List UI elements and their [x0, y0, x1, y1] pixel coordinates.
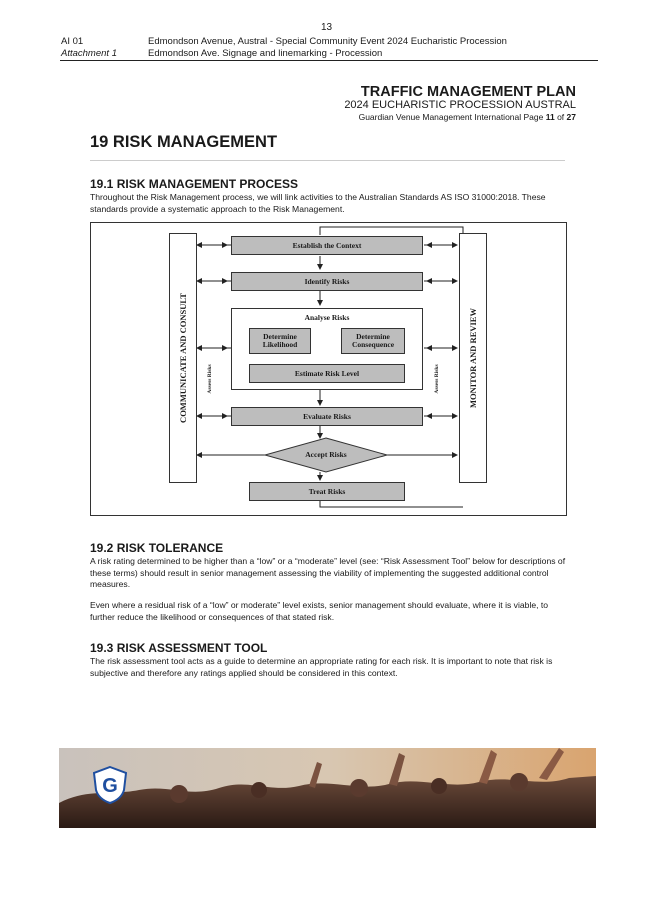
assess-risks-right: Assess Risks [434, 364, 440, 394]
section-heading: 19 RISK MANAGEMENT [90, 133, 278, 151]
attachment-label: Attachment 1 [61, 48, 117, 59]
crowd-photo [59, 748, 596, 828]
page-prefix: Guardian Venue Management International Page [358, 112, 546, 122]
monitor-review-label: MONITOR AND REVIEW [468, 308, 478, 408]
monitor-review-bar [459, 233, 487, 483]
determine-consequence-box: Determine Consequence [341, 328, 405, 354]
footer-banner-image [59, 748, 596, 828]
identify-risks-box: Identify Risks [231, 272, 423, 291]
logo-letter: G [102, 775, 118, 797]
subsection-19-2-text-1: A risk rating determined to be higher than a “low” or a “moderate” level (see: “Risk Assessment Tool” below for descriptions of these terms) should result in senior management assessing the viability of implementing the suggested additional control measures. [90, 556, 566, 589]
communicate-consult-label: COMMUNICATE AND CONSULT [178, 293, 188, 423]
item-code: AI 01 [61, 36, 84, 47]
subsection-19-3-text: The risk assessment tool acts as a guide to determine an appropriate rating for each risk. It is important to note that risk is subjective and therefore any ratings applied should be considered in this context. [90, 656, 553, 678]
subsection-19-2-text-2: Even where a residual risk of a “low” or moderate” level exists, senior management should evaluate, where it is viable, to further reduce the likelihood or consequences of that stated risk. [90, 600, 549, 622]
subsection-19-1-heading: 19.1 RISK MANAGEMENT PROCESS [90, 177, 299, 191]
page-total: 27 [566, 112, 576, 122]
page-current: 11 [545, 112, 555, 122]
evaluate-risks-box: Evaluate Risks [231, 407, 423, 426]
header-line-2: Edmondson Ave. Signage and linemarking - Procession [148, 48, 383, 59]
assess-risks-left: Assess Risks [207, 364, 213, 394]
subsection-19-2-heading: 19.2 RISK TOLERANCE [90, 541, 224, 555]
page-of: of [554, 112, 567, 122]
guardian-logo [93, 766, 127, 804]
plan-title: TRAFFIC MANAGEMENT PLAN [360, 84, 576, 100]
subsection-19-3-heading: 19.3 RISK ASSESSMENT TOOL [90, 641, 268, 655]
plan-subtitle: 2024 EUCHARISTIC PROCESSION AUSTRAL [344, 99, 576, 111]
header-rule [60, 60, 598, 61]
shield-icon [93, 766, 127, 804]
estimate-risk-level-box: Estimate Risk Level [249, 364, 405, 383]
determine-likelihood-box: Determine Likelihood [249, 328, 311, 354]
risk-process-diagram [90, 222, 567, 516]
section-divider [90, 160, 565, 161]
treat-risks-box: Treat Risks [249, 482, 405, 501]
accept-risks-label: Accept Risks [305, 450, 347, 459]
establish-context-box: Establish the Context [231, 236, 423, 255]
subsection-19-1-text: Throughout the Risk Management process, we will link activities to the Australian Standards AS ISO 31000:2018. These standards provide a systematic approach to the Risk Management. [90, 192, 546, 214]
header-line-1: Edmondson Avenue, Austral - Special Community Event 2024 Eucharistic Procession [148, 36, 507, 47]
communicate-consult-bar [169, 233, 197, 483]
plan-page-line [359, 112, 576, 122]
page-number: 13 [320, 22, 333, 33]
analyse-risks-label: Analyse Risks [304, 313, 350, 322]
